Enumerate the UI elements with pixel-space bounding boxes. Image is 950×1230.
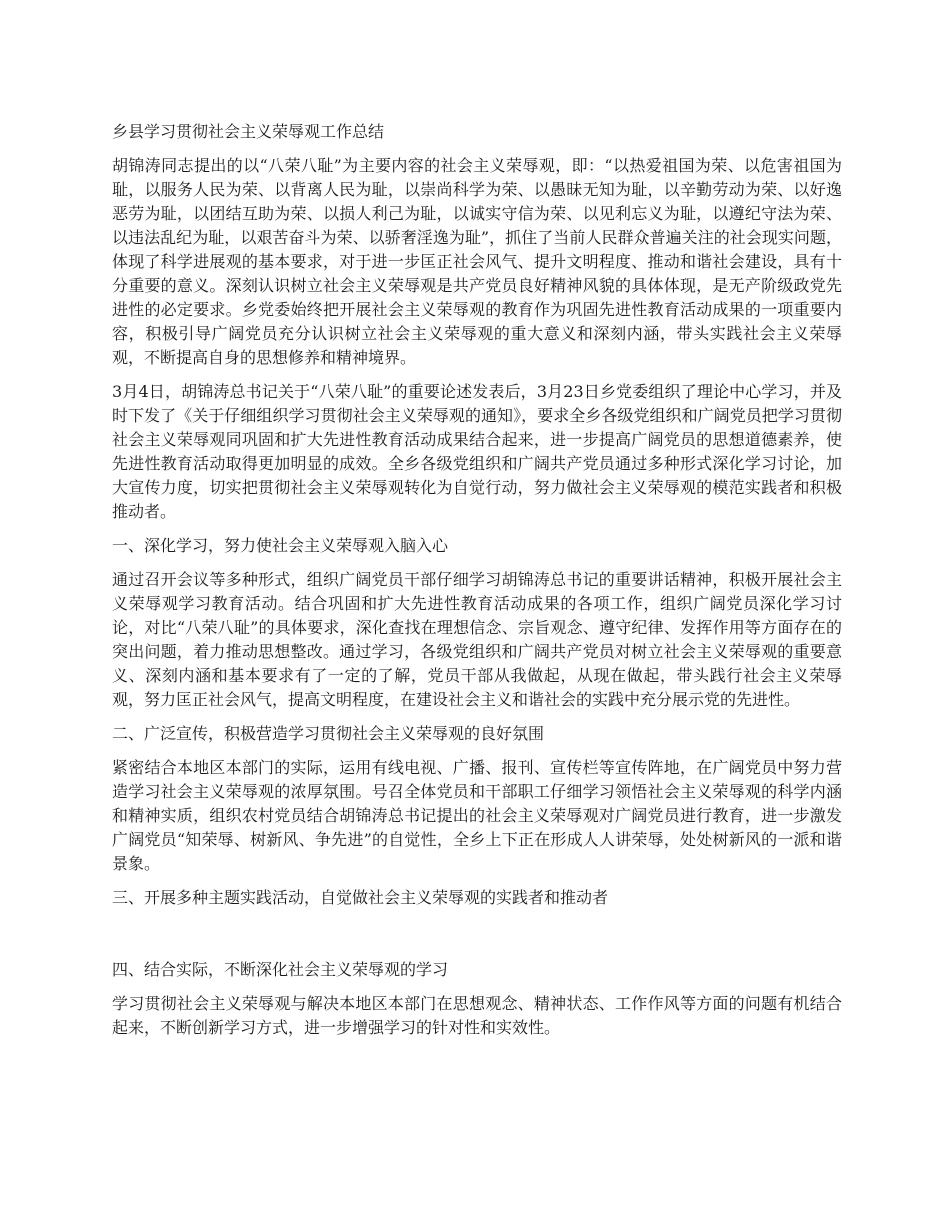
section-heading-3: 三、开展多种主题实践活动，自觉做社会主义荣辱观的实践者和推动者 — [112, 888, 609, 907]
intro-paragraph: 胡锦涛同志提出的以“八荣八耻”为主要内容的社会主义荣辱观，即：“以热爱祖国为荣、以危害祖国为耻，以服务人民为荣、以背离人民为耻，以崇尚科学为荣、以愚昧无知为耻，以辛勤劳动为荣、以好逸恶劳为耻，以团结互助为荣、以损人利己为耻，以诚实守信为荣、以见利忘义为耻，以遵纪守法为荣、以违法乱纪为耻，以艰苦奋斗为荣、以骄奢淫逸为耻”，抓住了当前人民群众普遍关注的社会现实问题，体现了科学进展观的基本要求，对于进一步匡正社会风气、提升文明程度、推动和谐社会建设，具有十分重要的意义。深刻认识树立社会主义荣辱观是共产党员良好精神风貌的具体体现，是无产阶级政党先进性的必定要求。乡党委始终把开展社会主义荣辱观的教育作为巩固先进性教育活动成果的一项重要内容，积极引导广阔党员充分认识树立社会主义荣辱观的重大意义和深刻内涵，带头实践社会主义荣辱观，不断提高自身的思想修养和精神境界。 — [112, 156, 842, 367]
section-heading-2: 二、广泛宣传，积极营造学习贯彻社会主义荣辱观的良好氛围 — [112, 724, 545, 743]
document-title: 乡县学习贯彻社会主义荣辱观工作总结 — [112, 122, 385, 141]
section-1-paragraph: 通过召开会议等多种形式，组织广阔党员干部仔细学习胡锦涛总书记的重要讲话精神，积极开展社会主义荣辱观学习教育活动。结合巩固和扩大先进性教育活动成果的各项工作，组织广阔党员深化学习讨论，对比“八荣八耻”的具体要求，深化查找在理想信念、宗旨观念、遵守纪律、发挥作用等方面存在的突出问题，着力推动思想整改。通过学习，各级党组织和广阔共产党员对树立社会主义荣辱观的重要意义、深刻内涵和基本要求有了一定的了解，党员干部从我做起，从现在做起，带头践行社会主义荣辱观，努力匡正社会风气，提高文明程度，在建设社会主义和谐社会的实践中充分展示党的先进性。 — [112, 570, 842, 709]
background-paragraph: 3月4日，胡锦涛总书记关于“八荣八耻”的重要论述发表后，3月23日乡党委组织了理论中心学习，并及时下发了《关于仔细组织学习贯彻社会主义荣辱观的通知》，要求全乡各级党组织和广阔党员把学习贯彻社会主义荣辱观同巩固和扩大先进性教育活动成果结合起来，进一步提高广阔党员的思想道德素养，使先进性教育活动取得更加明显的成效。全乡各级党组织和广阔共产党员通过多种形式深化学习讨论，加大宣传力度，切实把贯彻社会主义荣辱观转化为自觉行动，努力做社会主义荣辱观的模范实践者和积极推动者。 — [112, 382, 842, 521]
section-heading-4: 四、结合实际，不断深化社会主义荣辱观的学习 — [112, 960, 449, 979]
section-2-paragraph: 紧密结合本地区本部门的实际，运用有线电视、广播、报刊、宣传栏等宣传阵地，在广阔党员中努力营造学习社会主义荣辱观的浓厚氛围。号召全体党员和干部职工仔细学习领悟社会主义荣辱观的科学内涵和精神实质，组织农村党员结合胡锦涛总书记提出的社会主义荣辱观对广阔党员进行教育，进一步激发广阔党员“知荣辱、树新风、争先进”的自觉性，全乡上下正在形成人人讲荣辱，处处树新风的一派和谐景象。 — [112, 758, 842, 873]
section-heading-1: 一、深化学习，努力使社会主义荣辱观入脑入心 — [112, 536, 449, 555]
section-4-paragraph: 学习贯彻社会主义荣辱观与解决本地区本部门在思想观念、精神状态、工作作风等方面的问题有机结合起来，不断创新学习方式，进一步增强学习的针对性和实效性。 — [112, 994, 842, 1037]
document-page — [112, 120, 842, 1050]
